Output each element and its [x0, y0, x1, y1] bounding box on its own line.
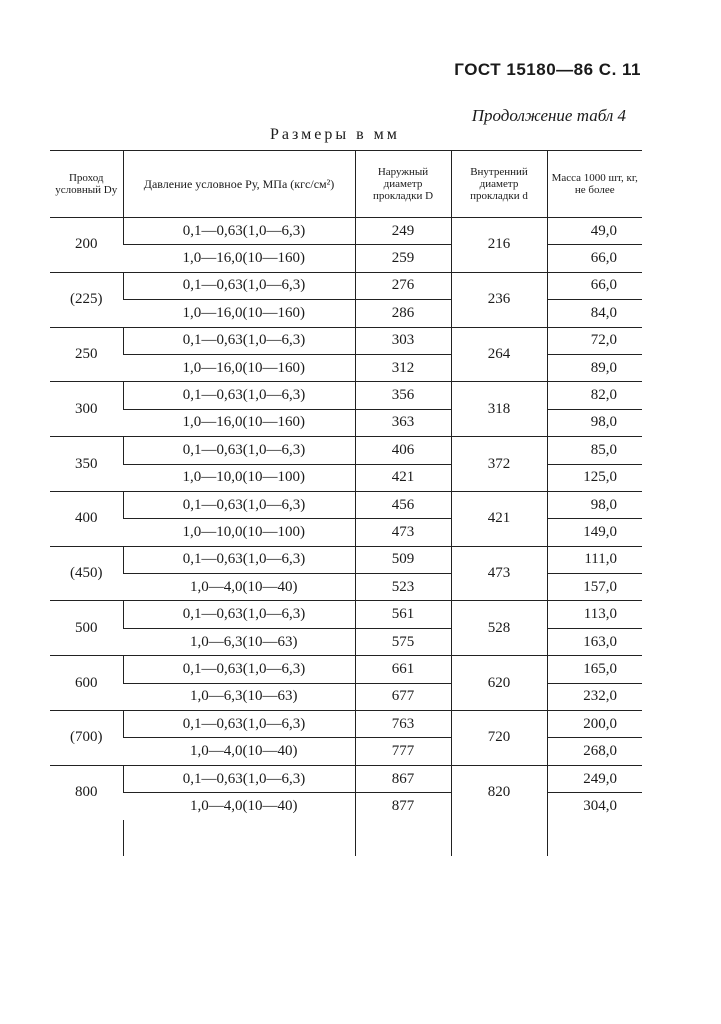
cell-mass: 149,0	[547, 519, 642, 546]
table-row	[50, 519, 642, 546]
table-header-row	[50, 151, 642, 218]
cell-mass: 268,0	[547, 738, 642, 765]
cell-nominal-pressure: 1,0—4,0(10—40)	[123, 574, 355, 601]
cell-inner-diameter: 528	[451, 601, 547, 656]
cell-outer-diameter: 276	[355, 272, 451, 299]
cell-outer-diameter: 763	[355, 711, 451, 738]
header-nominal-bore: Проход условный Dу	[50, 151, 123, 218]
cell-outer-diameter: 421	[355, 464, 451, 491]
cell-nominal-pressure: 1,0—16,0(10—160)	[123, 409, 355, 436]
cell-nominal-bore: (700)	[50, 711, 123, 766]
cell-inner-diameter: 236	[451, 272, 547, 327]
cell-nominal-pressure: 1,0—6,3(10—63)	[123, 683, 355, 710]
cell-mass: 98,0	[547, 409, 642, 436]
cell-nominal-pressure: 0,1—0,63(1,0—6,3)	[123, 382, 355, 409]
cell-mass: 49,0	[547, 218, 642, 245]
cell-outer-diameter: 677	[355, 683, 451, 710]
header-outer-diameter: Наружный диаметр прокладки D	[355, 151, 451, 218]
cell-outer-diameter: 777	[355, 738, 451, 765]
cell-outer-diameter: 661	[355, 656, 451, 683]
cell-nominal-bore: (450)	[50, 546, 123, 601]
cell-nominal-bore: 600	[50, 656, 123, 711]
cell-nominal-bore: 800	[75, 784, 98, 801]
table-row	[50, 437, 642, 464]
empty-cell	[355, 820, 451, 856]
table-row	[50, 409, 642, 436]
table-row	[50, 300, 642, 327]
cell-outer-diameter: 363	[355, 409, 451, 436]
cell-mass: 85,0	[547, 437, 642, 464]
cell-mass: 249,0	[547, 765, 642, 792]
cell-outer-diameter: 259	[355, 245, 451, 272]
table-row	[50, 683, 642, 710]
table-continuation-label: Продолжение табл 4	[471, 106, 626, 125]
cell-nominal-bore: (225)	[50, 272, 123, 327]
cell-nominal-pressure: 0,1—0,63(1,0—6,3)	[123, 327, 355, 354]
gasket-dimensions-table	[50, 150, 642, 856]
table-row	[50, 272, 642, 299]
table-row	[50, 711, 642, 738]
cell-nominal-pressure: 0,1—0,63(1,0—6,3)	[123, 491, 355, 518]
cell-mass: 72,0	[547, 327, 642, 354]
cell-inner-diameter: 264	[451, 327, 547, 382]
cell-outer-diameter: 286	[355, 300, 451, 327]
cell-nominal-pressure: 1,0—10,0(10—100)	[123, 464, 355, 491]
cell-mass: 163,0	[547, 628, 642, 655]
cell-nominal-pressure: 1,0—16,0(10—160)	[123, 300, 355, 327]
cell-nominal-pressure: 0,1—0,63(1,0—6,3)	[123, 218, 355, 245]
cell-nominal-bore: 250	[50, 327, 123, 382]
cell-nominal-pressure: 1,0—6,3(10—63)	[123, 628, 355, 655]
table-row	[50, 218, 642, 245]
cell-outer-diameter: 312	[355, 354, 451, 381]
empty-cell	[50, 820, 123, 856]
cell-nominal-bore: 200	[50, 218, 123, 273]
cell-nominal-pressure: 1,0—4,0(10—40)	[123, 738, 355, 765]
cell-outer-diameter: 509	[355, 546, 451, 573]
cell-nominal-bore: 300	[50, 382, 123, 437]
cell-outer-diameter: 249	[355, 218, 451, 245]
empty-cell	[547, 820, 642, 856]
cell-outer-diameter: 523	[355, 574, 451, 601]
cell-mass: 66,0	[547, 245, 642, 272]
cell-nominal-pressure: 0,1—0,63(1,0—6,3)	[123, 546, 355, 573]
cell-outer-diameter: 356	[355, 382, 451, 409]
cell-nominal-pressure: 1,0—10,0(10—100)	[123, 519, 355, 546]
cell-mass: 113,0	[547, 601, 642, 628]
cell-mass: 232,0	[547, 683, 642, 710]
cell-nominal-pressure: 1,0—16,0(10—160)	[123, 354, 355, 381]
table-row	[50, 765, 642, 792]
cell-nominal-pressure: 0,1—0,63(1,0—6,3)	[123, 656, 355, 683]
header-inner-diameter: Внутренний диаметр прокладки d	[451, 151, 547, 218]
cell-mass: 82,0	[547, 382, 642, 409]
cell-nominal-pressure: 0,1—0,63(1,0—6,3)	[123, 437, 355, 464]
empty-cell	[123, 820, 355, 856]
table-row	[50, 574, 642, 601]
cell-inner-diameter: 372	[451, 437, 547, 492]
empty-cell	[451, 820, 547, 856]
table-row	[50, 546, 642, 573]
cell-inner-diameter: 820	[451, 765, 547, 819]
table-row	[50, 491, 642, 518]
table-body	[50, 218, 642, 856]
cell-outer-diameter: 456	[355, 491, 451, 518]
table-row	[50, 656, 642, 683]
cell-nominal-bore: 400	[50, 491, 123, 546]
cell-outer-diameter: 473	[355, 519, 451, 546]
cell-outer-diameter: 303	[355, 327, 451, 354]
cell-nominal-bore: 500	[50, 601, 123, 656]
cell-mass: 89,0	[547, 354, 642, 381]
cell-mass: 157,0	[547, 574, 642, 601]
cell-inner-diameter: 421	[451, 491, 547, 546]
header-nominal-pressure: Давление условное Pу, МПа (кгс/см²)	[123, 151, 355, 218]
cell-mass: 98,0	[547, 491, 642, 518]
cell-inner-diameter: 318	[451, 382, 547, 437]
table-filler-row	[50, 820, 642, 856]
cell-outer-diameter: 867	[355, 765, 451, 792]
cell-mass: 84,0	[547, 300, 642, 327]
cell-inner-diameter: 620	[451, 656, 547, 711]
units-label: Размеры в мм	[270, 126, 400, 143]
cell-mass: 304,0	[547, 793, 642, 820]
cell-nominal-bore: 350	[50, 437, 123, 492]
cell-inner-diameter: 473	[451, 546, 547, 601]
table-row	[50, 382, 642, 409]
table-row	[50, 354, 642, 381]
cell-inner-diameter: 216	[451, 218, 547, 273]
table-row	[50, 245, 642, 272]
cell-nominal-pressure: 0,1—0,63(1,0—6,3)	[123, 601, 355, 628]
table-row	[50, 793, 642, 820]
cell-nominal-pressure: 0,1—0,63(1,0—6,3)	[123, 765, 355, 792]
cell-outer-diameter: 877	[355, 793, 451, 820]
cell-nominal-pressure: 1,0—4,0(10—40)	[190, 797, 298, 814]
cell-nominal-pressure: 0,1—0,63(1,0—6,3)	[123, 272, 355, 299]
cell-outer-diameter: 406	[355, 437, 451, 464]
cell-mass: 66,0	[547, 272, 642, 299]
cell-mass: 111,0	[547, 546, 642, 573]
cell-nominal-pressure: 0,1—0,63(1,0—6,3)	[123, 711, 355, 738]
cell-outer-diameter: 561	[355, 601, 451, 628]
table-row	[50, 738, 642, 765]
table-row	[50, 327, 642, 354]
cell-inner-diameter: 720	[451, 711, 547, 766]
table-row	[50, 628, 642, 655]
table-row	[50, 464, 642, 491]
cell-nominal-pressure: 1,0—16,0(10—160)	[123, 245, 355, 272]
table-row	[50, 601, 642, 628]
header-mass: Масса 1000 шт, кг, не более	[547, 151, 642, 218]
cell-mass: 165,0	[547, 656, 642, 683]
cell-mass: 200,0	[547, 711, 642, 738]
cell-outer-diameter: 575	[355, 628, 451, 655]
cell-mass: 125,0	[547, 464, 642, 491]
document-header: ГОСТ 15180—86 С. 11	[454, 60, 641, 79]
